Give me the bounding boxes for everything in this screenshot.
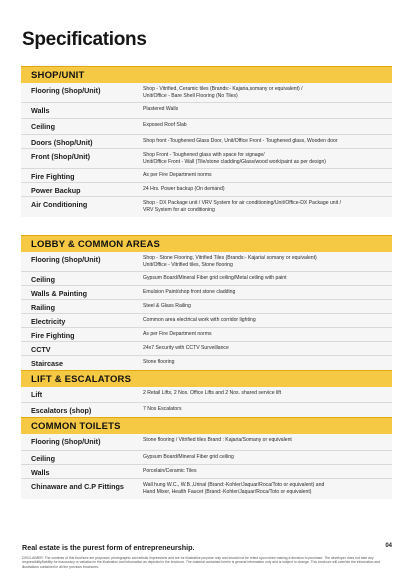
spec-value: Shop front -Toughened Glass Door, Unit/Office Front - Toughened glass, Wooden door	[143, 138, 338, 144]
spec-row	[21, 356, 392, 370]
spec-value: Stone flooring / Vitrified tiles Brand : Kajaria/Somany or equivalent	[143, 437, 292, 443]
spec-row	[21, 300, 392, 314]
spec-key: Fire Fighting	[31, 331, 75, 340]
footer-tagline: Real estate is the purest form of entrepreneurship.	[22, 543, 195, 552]
spec-key: Escalators (shop)	[31, 406, 92, 415]
spec-key: Flooring (Shop/Unit)	[31, 437, 101, 446]
spec-key: Staircase	[31, 359, 63, 368]
spec-row	[21, 286, 392, 300]
spec-value: 2 Retail Lifts, 2 Nos. Office Lifts and 2 Nos. shared service lift	[143, 390, 282, 396]
section-shop-unit	[21, 66, 392, 217]
spec-key: Chinaware and C.P Fittings	[31, 482, 124, 491]
spec-key: Lift	[31, 390, 43, 399]
spec-key: Flooring (Shop/Unit)	[31, 86, 101, 95]
spec-row	[21, 272, 392, 286]
spec-row	[21, 387, 392, 403]
spec-row	[21, 149, 392, 169]
spec-key: Fire Fighting	[31, 172, 75, 181]
spec-row	[21, 252, 392, 272]
spec-row	[21, 83, 392, 103]
spec-value: 24x7 Security with CCTV Surveillance	[143, 345, 229, 351]
page-title: Specifications	[22, 29, 147, 50]
spec-key: Power Backup	[31, 186, 81, 195]
spec-value: Plastered Walls	[143, 106, 179, 112]
section-lobby-group	[21, 235, 392, 499]
spec-value: Steel & Glass Railing	[143, 303, 191, 309]
spec-row	[21, 119, 392, 135]
spec-key: Air Conditioning	[31, 200, 88, 209]
spec-row	[21, 169, 392, 183]
section-heading-lobby: LOBBY & COMMON AREAS	[21, 235, 392, 252]
spec-key: Ceiling	[31, 122, 55, 131]
spec-value: Gypsum Board/Mineral Fiber grid ceiling	[143, 454, 234, 460]
spec-key: Doors (Shop/Unit)	[31, 138, 93, 147]
section-heading-toilets: COMMON TOILETS	[21, 417, 392, 434]
spec-value: Shop - DX Package unit / VRV System for air conditioning/Unit/Office-DX Package unit / VRV System for air conditioning	[143, 200, 341, 213]
spec-row	[21, 135, 392, 149]
spec-row	[21, 314, 392, 328]
spec-row	[21, 197, 392, 217]
spec-key: Flooring (Shop/Unit)	[31, 255, 101, 264]
spec-row	[21, 451, 392, 465]
spec-value: Shop Front - Toughened glass with space for signage/ Unit/Office Front - Wall (Tile/stone cladding/Glass/wood work/paint as per design)	[143, 152, 326, 165]
spec-value: Shop - Vitrified, Ceramic tiles (Brands:- Kajaria,somany or equivalent) / Unit/Office - Bare Shell Flooring (No Tiles)	[143, 86, 303, 99]
spec-row	[21, 183, 392, 197]
spec-key: Railing	[31, 303, 55, 312]
spec-row	[21, 342, 392, 356]
spec-key: Electricity	[31, 317, 66, 326]
spec-key: Walls	[31, 106, 50, 115]
spec-key: Ceiling	[31, 454, 55, 463]
page-number: 04	[385, 543, 392, 549]
spec-value: Gypsum Board/Mineral Fiber grid ceiling/Metal ceiling with paint	[143, 275, 287, 281]
spec-value: Stone flooring	[143, 359, 175, 365]
spec-key: Walls & Painting	[31, 289, 88, 298]
section-heading-shop-unit: SHOP/UNIT	[21, 66, 392, 83]
spec-value: Exposed Roof Slab	[143, 122, 187, 128]
section-heading-lift: LIFT & ESCALATORS	[21, 370, 392, 387]
spec-value: Common area electrical work with corridor lighting	[143, 317, 256, 323]
spec-value: Porcelain/Ceramic Tiles	[143, 468, 197, 474]
spec-value: As per Fire Department norms	[143, 331, 212, 337]
spec-row	[21, 434, 392, 451]
spec-value: 24 Hrs. Power backup (On demand)	[143, 186, 225, 192]
spec-key: Ceiling	[31, 275, 55, 284]
spec-value: Shop - Stone Flooring, Vitrified Tiles (Brands:- Kajaria/ somany or equivalent) Unit/Office - Vitrified tiles, Stone flooring	[143, 255, 317, 268]
spec-key: Walls	[31, 468, 50, 477]
spec-value: 7 Nos Escalators	[143, 406, 182, 412]
spec-row	[21, 479, 392, 499]
spec-row	[21, 403, 392, 417]
spec-value: Wall hung W.C., W.B.,Urinal (Brand:-Kohler/Jaquar/Roca/Toto or equivalent) and Hand Mixer, Health Faucet (Brand:-Kohler/Jaquar/Roca/Toto or equivalent)	[143, 482, 325, 495]
spec-key: Front (Shop/Unit)	[31, 152, 91, 161]
disclaimer-text: DISCLAIMER: The contents of this brochure are proposed, photographic and artistic impressions and are for illustrative purpose only and should not be relied upon when making a decision to purchase. The developer does not take any responsibility/liability for inaccuracy or variation in the illustration and information as depicted in the brochure. The material contained herein is general information only and is subject to change. This brochure will override the information and illustrations contained in all the previous brochures.	[22, 556, 381, 569]
spec-row	[21, 103, 392, 119]
spec-value: As per Fire Department norms	[143, 172, 212, 178]
spec-row	[21, 465, 392, 479]
spec-value: Emulsion Paint/shop front stone cladding	[143, 289, 236, 295]
spec-key: CCTV	[31, 345, 51, 354]
spec-row	[21, 328, 392, 342]
